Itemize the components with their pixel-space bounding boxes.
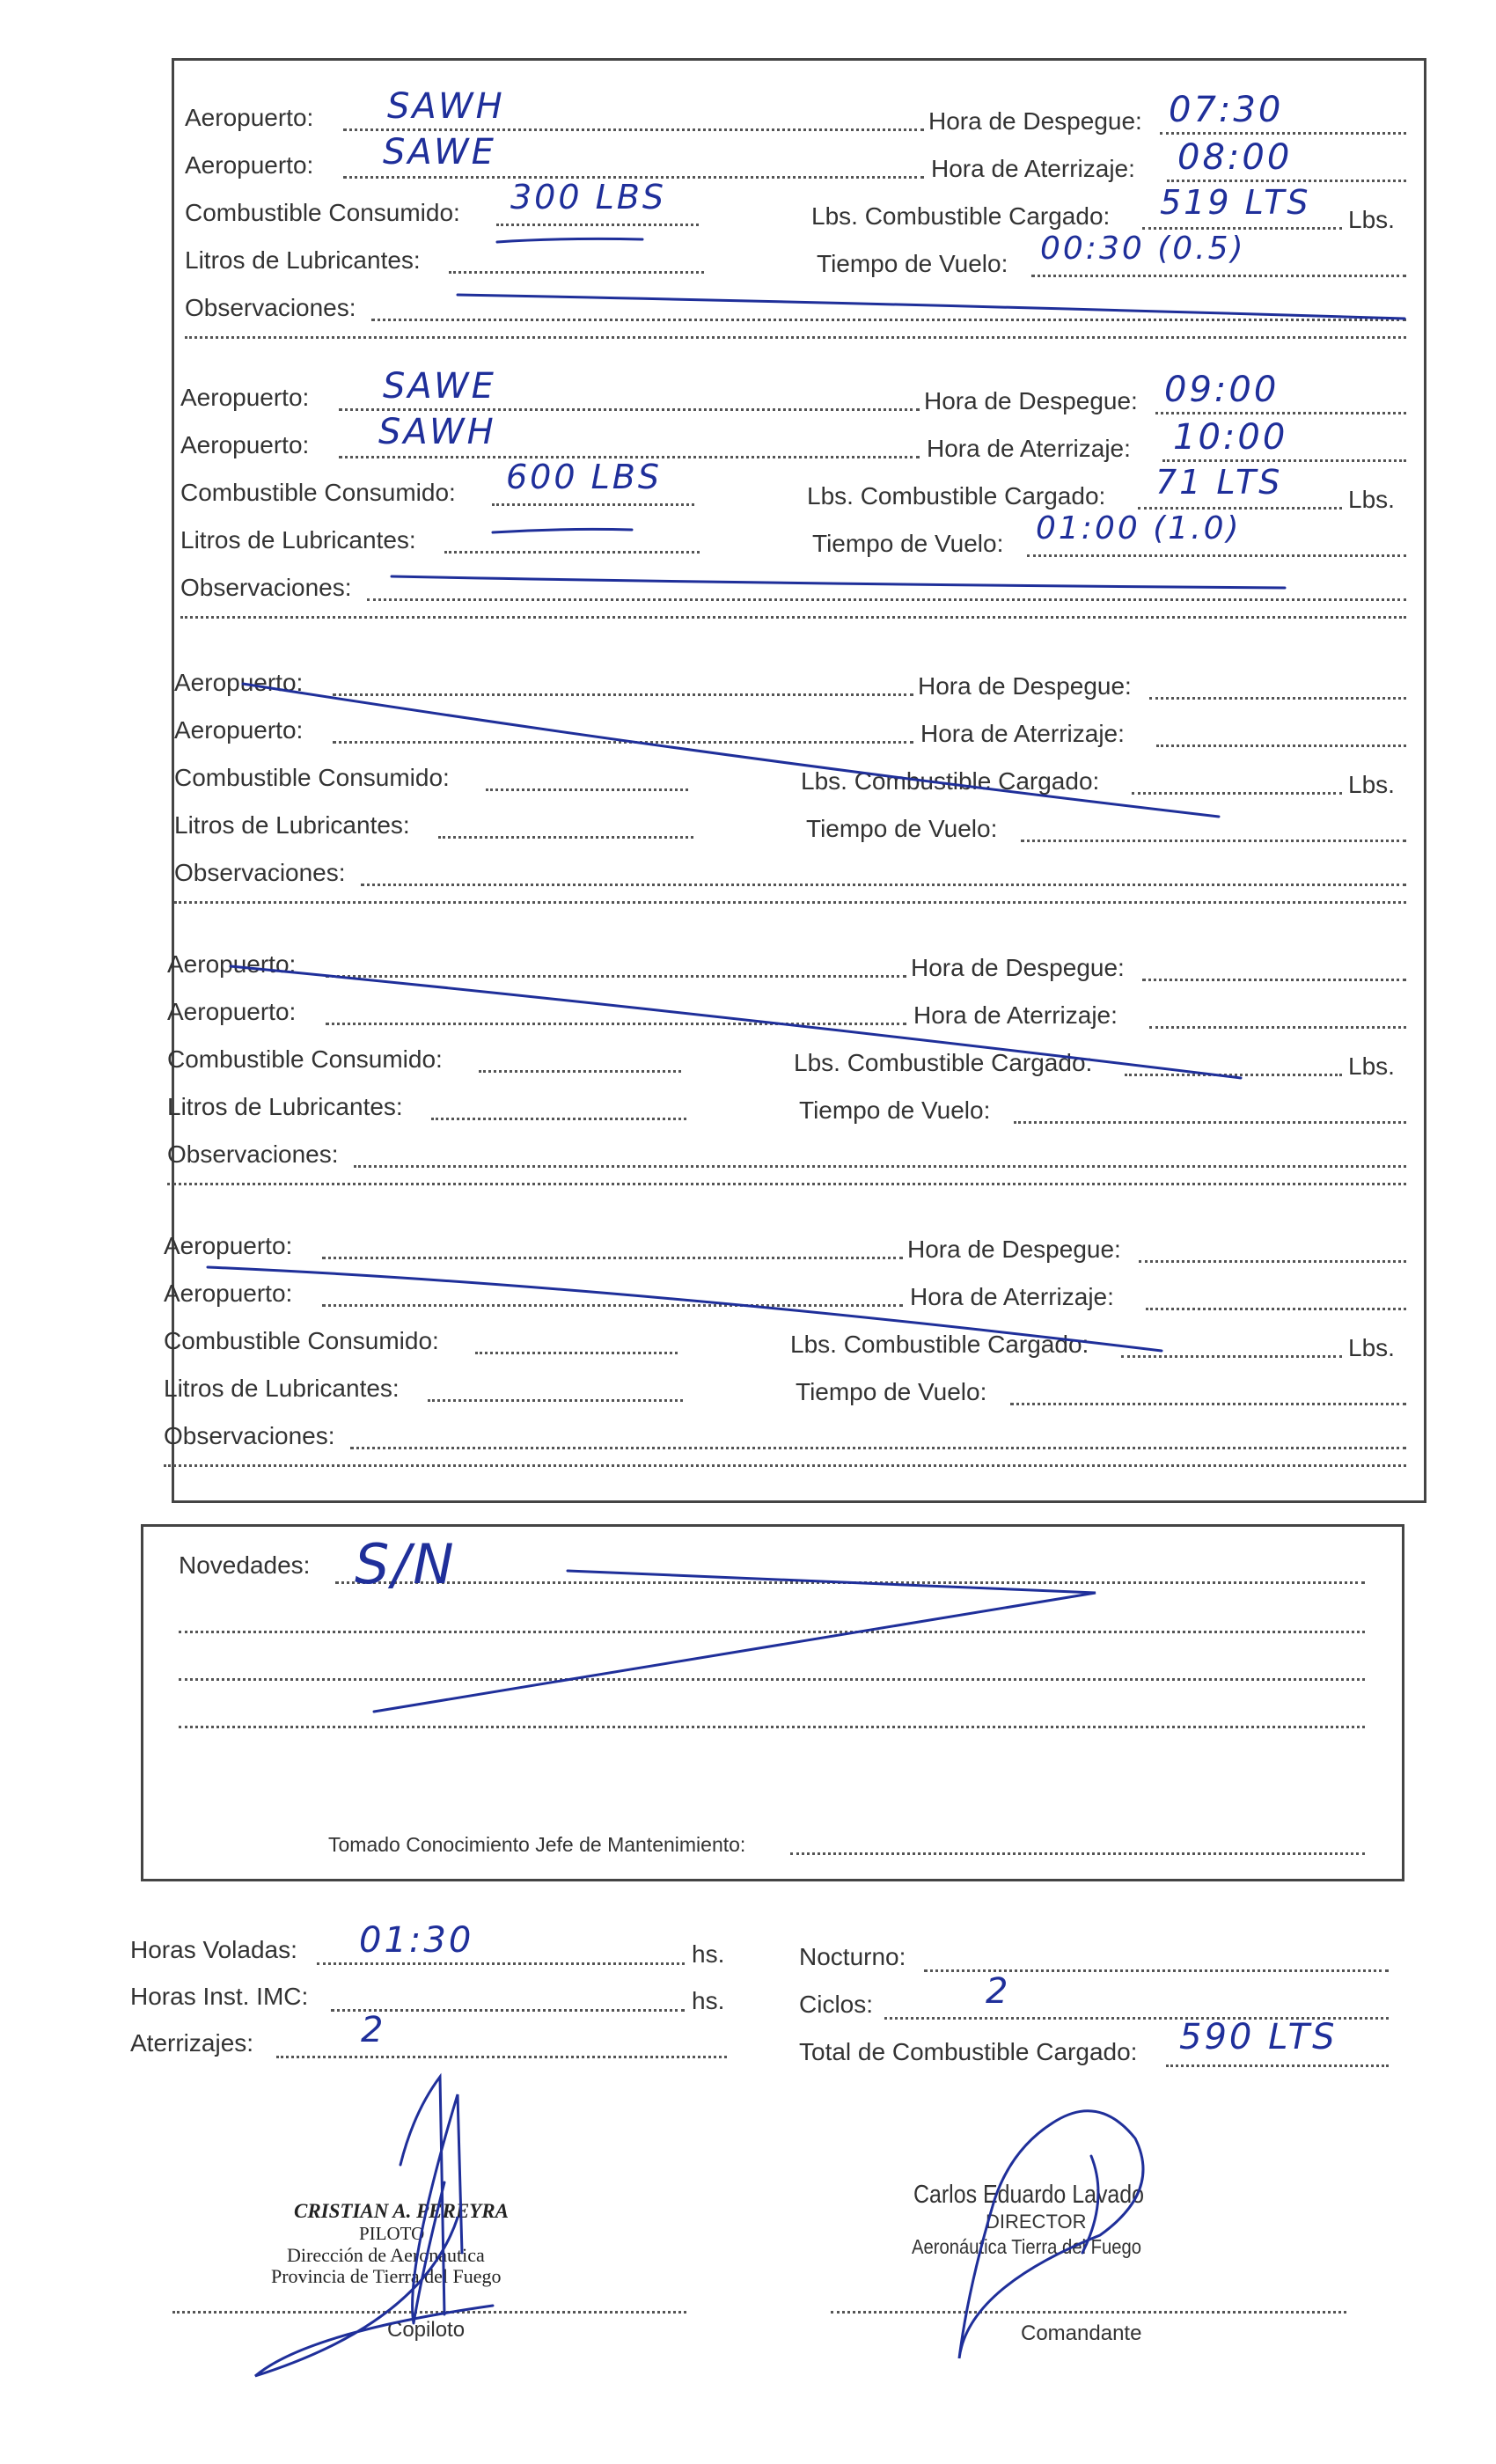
leg2-aeropuerto-line: [339, 408, 920, 411]
leg2-litros-lubricantes-line: [444, 551, 700, 554]
leg2-observaciones-line: [367, 598, 1406, 601]
leg4-tiempo-vuelo-line: [1014, 1121, 1406, 1124]
total-combustible-line: [1166, 2064, 1389, 2067]
leg4-hora-aterrizaje-label: Hora de Aterrizaje:: [913, 1001, 1118, 1029]
leg5-hora-aterrizaje-label: Hora de Aterrizaje:: [910, 1283, 1114, 1310]
leg4-aeropuerto-label: Aeropuerto:: [167, 998, 297, 1025]
leg1-aeropuerto-label: Aeropuerto:: [185, 151, 314, 179]
copiloto-signature-line: [172, 2311, 686, 2314]
leg1-tiempo-vuelo-value: 00:30 (0.5): [1040, 231, 1246, 267]
leg1-hora-despegue-line: [1160, 132, 1406, 135]
leg2-litros-lubricantes-label: Litros de Lubricantes:: [180, 526, 416, 554]
leg5-aeropuerto-label: Aeropuerto:: [164, 1232, 293, 1259]
leg4-hora-despegue-label: Hora de Despegue:: [911, 954, 1125, 981]
novedades-value: S/N: [355, 1532, 457, 1596]
leg2-hora-despegue-label: Hora de Despegue:: [924, 387, 1138, 414]
leg4-tiempo-vuelo-label: Tiempo de Vuelo:: [799, 1096, 991, 1124]
horas-inst-imc-label: Horas Inst. IMC:: [130, 1983, 309, 2010]
leg1-combustible-consumido-line: [496, 224, 699, 226]
leg2-aeropuerto-salida-value: SAWE: [383, 366, 496, 407]
leg4-aeropuerto-label: Aeropuerto:: [167, 950, 297, 978]
leg4-combustible-consumido-label: Combustible Consumido:: [167, 1045, 443, 1073]
leg1-observaciones-label: Observaciones:: [185, 294, 356, 321]
leg1-observaciones-line: [371, 319, 1406, 321]
ciclos-value: 2: [986, 1971, 1011, 2012]
leg3-lbs-label: Lbs.: [1348, 771, 1395, 798]
leg4-aeropuerto-line: [326, 1023, 906, 1025]
tomado-conocimiento-line: [790, 1852, 1365, 1855]
leg1-lbs-combustible-cargado-label: Lbs. Combustible Cargado:: [811, 202, 1111, 230]
leg1-hora-aterrizaje-line: [1167, 180, 1406, 182]
leg2-observaciones-extra-line: [180, 616, 1406, 619]
leg1-combustible-consumido-value: 300 LBS: [510, 178, 666, 216]
leg4-observaciones-label: Observaciones:: [167, 1140, 339, 1168]
leg5-observaciones-label: Observaciones:: [164, 1422, 335, 1449]
novedades-line: [179, 1678, 1365, 1681]
leg4-observaciones-line: [354, 1165, 1406, 1168]
leg5-aeropuerto-line: [322, 1304, 903, 1307]
leg2-tiempo-vuelo-value: 01:00 (1.0): [1036, 510, 1242, 546]
leg3-lbs-combustible-cargado-label: Lbs. Combustible Cargado:: [801, 767, 1100, 795]
leg3-aeropuerto-label: Aeropuerto:: [174, 716, 304, 744]
leg1-tiempo-vuelo-line: [1031, 275, 1406, 277]
leg4-litros-lubricantes-label: Litros de Lubricantes:: [167, 1093, 403, 1120]
novedades-line: [179, 1631, 1365, 1633]
total-combustible-label: Total de Combustible Cargado:: [799, 2038, 1138, 2065]
copiloto-line4: Provincia de Tierra del Fuego: [271, 2265, 502, 2287]
leg3-aeropuerto-label: Aeropuerto:: [174, 669, 304, 696]
leg1-observaciones-extra-line: [185, 336, 1406, 339]
hs-label: hs.: [692, 1940, 725, 1968]
leg5-observaciones-line: [350, 1447, 1406, 1449]
leg1-aeropuerto-line: [343, 128, 924, 131]
leg5-hora-aterrizaje-line: [1146, 1308, 1406, 1310]
comandante-role: DIRECTOR: [986, 2211, 1087, 2233]
leg4-aeropuerto-line: [326, 975, 906, 978]
leg3-hora-despegue-label: Hora de Despegue:: [918, 672, 1132, 700]
leg2-tiempo-vuelo-line: [1027, 554, 1406, 557]
leg2-combustible-consumido-line: [492, 503, 694, 506]
leg4-observaciones-extra-line: [167, 1183, 1406, 1185]
leg1-lbs-label: Lbs.: [1348, 206, 1395, 233]
leg1-hora-despegue-label: Hora de Despegue:: [928, 107, 1142, 135]
aterrizajes-line: [276, 2056, 727, 2058]
horas-voladas-line: [317, 1962, 685, 1965]
total-combustible-value: 590 LTS: [1179, 2017, 1338, 2057]
leg2-lbs-combustible-cargado-line: [1138, 507, 1342, 510]
comandante-signature-line: [831, 2311, 1346, 2314]
leg4-lbs-label: Lbs.: [1348, 1052, 1395, 1080]
leg2-hora-aterrizaje-label: Hora de Aterrizaje:: [927, 435, 1131, 462]
leg5-hora-despegue-label: Hora de Despegue:: [907, 1236, 1121, 1263]
leg1-tiempo-vuelo-label: Tiempo de Vuelo:: [817, 250, 1008, 277]
copiloto-caption: Copiloto: [387, 2318, 466, 2342]
novedades-line: [179, 1726, 1365, 1728]
leg5-litros-lubricantes-line: [428, 1399, 683, 1402]
leg3-tiempo-vuelo-label: Tiempo de Vuelo:: [806, 815, 998, 842]
horas-voladas-value: 01:30: [359, 1920, 474, 1961]
leg3-litros-lubricantes-line: [438, 836, 693, 839]
leg5-litros-lubricantes-label: Litros de Lubricantes:: [164, 1375, 400, 1402]
leg4-litros-lubricantes-line: [431, 1118, 686, 1120]
ciclos-label: Ciclos:: [799, 1991, 874, 2018]
leg1-aeropuerto-salida-value: SAWH: [387, 86, 505, 127]
aterrizajes-value: 2: [361, 2010, 386, 2050]
leg2-combustible-consumido-label: Combustible Consumido:: [180, 479, 456, 506]
leg5-lbs-combustible-cargado-label: Lbs. Combustible Cargado:: [790, 1331, 1089, 1358]
leg1-aeropuerto-llegada-value: SAWE: [383, 132, 496, 172]
leg3-litros-lubricantes-label: Litros de Lubricantes:: [174, 811, 410, 839]
copiloto-line3: Dirección de Aeronáutica: [287, 2244, 485, 2266]
leg3-aeropuerto-line: [333, 741, 913, 744]
leg1-litros-lubricantes-line: [449, 271, 704, 274]
leg4-hora-despegue-line: [1142, 979, 1406, 981]
leg5-combustible-consumido-line: [475, 1352, 678, 1354]
leg2-hora-despegue-line: [1155, 412, 1406, 414]
leg3-observaciones-extra-line: [174, 901, 1406, 904]
copiloto-name: CRISTIAN A. PEREYRA: [294, 2200, 509, 2222]
leg2-tiempo-vuelo-label: Tiempo de Vuelo:: [812, 530, 1004, 557]
leg2-observaciones-label: Observaciones:: [180, 574, 352, 601]
tomado-conocimiento-label: Tomado Conocimiento Jefe de Mantenimiento:: [328, 1833, 746, 1856]
comandante-caption: Comandante: [1021, 2321, 1142, 2345]
leg2-aeropuerto-llegada-value: SAWH: [378, 412, 496, 452]
leg3-hora-aterrizaje-line: [1156, 744, 1406, 747]
leg5-tiempo-vuelo-line: [1010, 1403, 1406, 1405]
leg4-lbs-combustible-cargado-label: Lbs. Combustible Cargado:: [794, 1049, 1093, 1076]
novedades-box: [141, 1524, 1404, 1881]
leg3-combustible-consumido-line: [486, 788, 688, 791]
leg2-hora-despegue-value: 09:00: [1164, 370, 1280, 410]
leg3-hora-despegue-line: [1149, 697, 1406, 700]
leg5-aeropuerto-label: Aeropuerto:: [164, 1280, 293, 1307]
novedades-line: [335, 1581, 1365, 1584]
leg3-aeropuerto-line: [333, 693, 913, 696]
leg1-hora-aterrizaje-label: Hora de Aterrizaje:: [931, 155, 1135, 182]
nocturno-label: Nocturno:: [799, 1943, 906, 1970]
leg5-aeropuerto-line: [322, 1257, 903, 1259]
aterrizajes-label: Aterrizajes:: [130, 2029, 254, 2057]
hs-label: hs.: [692, 1987, 725, 2014]
leg5-observaciones-extra-line: [164, 1464, 1406, 1467]
leg2-combustible-cargado-value: 71 LTS: [1155, 463, 1283, 502]
leg3-combustible-consumido-label: Combustible Consumido:: [174, 764, 450, 791]
leg4-combustible-consumido-line: [479, 1070, 681, 1073]
leg3-observaciones-label: Observaciones:: [174, 859, 346, 886]
leg2-lbs-combustible-cargado-label: Lbs. Combustible Cargado:: [807, 482, 1106, 510]
leg4-hora-aterrizaje-line: [1149, 1026, 1406, 1029]
leg1-combustible-consumido-label: Combustible Consumido:: [185, 199, 460, 226]
leg5-lbs-label: Lbs.: [1348, 1334, 1395, 1361]
leg2-aeropuerto-label: Aeropuerto:: [180, 384, 310, 411]
leg3-hora-aterrizaje-label: Hora de Aterrizaje:: [920, 720, 1125, 747]
leg3-tiempo-vuelo-line: [1021, 840, 1406, 842]
leg1-lbs-combustible-cargado-line: [1142, 227, 1342, 230]
leg5-combustible-consumido-label: Combustible Consumido:: [164, 1327, 439, 1354]
leg4-lbs-combustible-cargado-line: [1125, 1074, 1342, 1076]
horas-voladas-label: Horas Voladas:: [130, 1936, 297, 1963]
leg1-combustible-cargado-value: 519 LTS: [1160, 183, 1311, 222]
leg1-hora-aterrizaje-value: 08:00: [1177, 137, 1293, 178]
comandante-line3: Aeronáutica Tierra del Fuego: [912, 2235, 1142, 2258]
leg5-hora-despegue-line: [1139, 1260, 1406, 1263]
leg3-observaciones-line: [361, 884, 1406, 886]
leg2-hora-aterrizaje-value: 10:00: [1173, 417, 1288, 458]
leg3-lbs-combustible-cargado-line: [1132, 792, 1342, 795]
leg2-lbs-label: Lbs.: [1348, 486, 1395, 513]
leg1-aeropuerto-label: Aeropuerto:: [185, 104, 314, 131]
leg5-lbs-combustible-cargado-line: [1121, 1355, 1342, 1358]
comandante-name: Carlos Eduardo Lavado: [913, 2181, 1145, 2209]
copiloto-role: PILOTO: [359, 2223, 425, 2244]
leg2-aeropuerto-label: Aeropuerto:: [180, 431, 310, 458]
leg1-hora-despegue-value: 07:30: [1169, 90, 1284, 130]
leg5-tiempo-vuelo-label: Tiempo de Vuelo:: [796, 1378, 987, 1405]
leg2-combustible-consumido-value: 600 LBS: [506, 458, 662, 496]
leg1-litros-lubricantes-label: Litros de Lubricantes:: [185, 246, 421, 274]
novedades-label: Novedades:: [179, 1551, 311, 1579]
leg2-hora-aterrizaje-line: [1162, 459, 1406, 462]
